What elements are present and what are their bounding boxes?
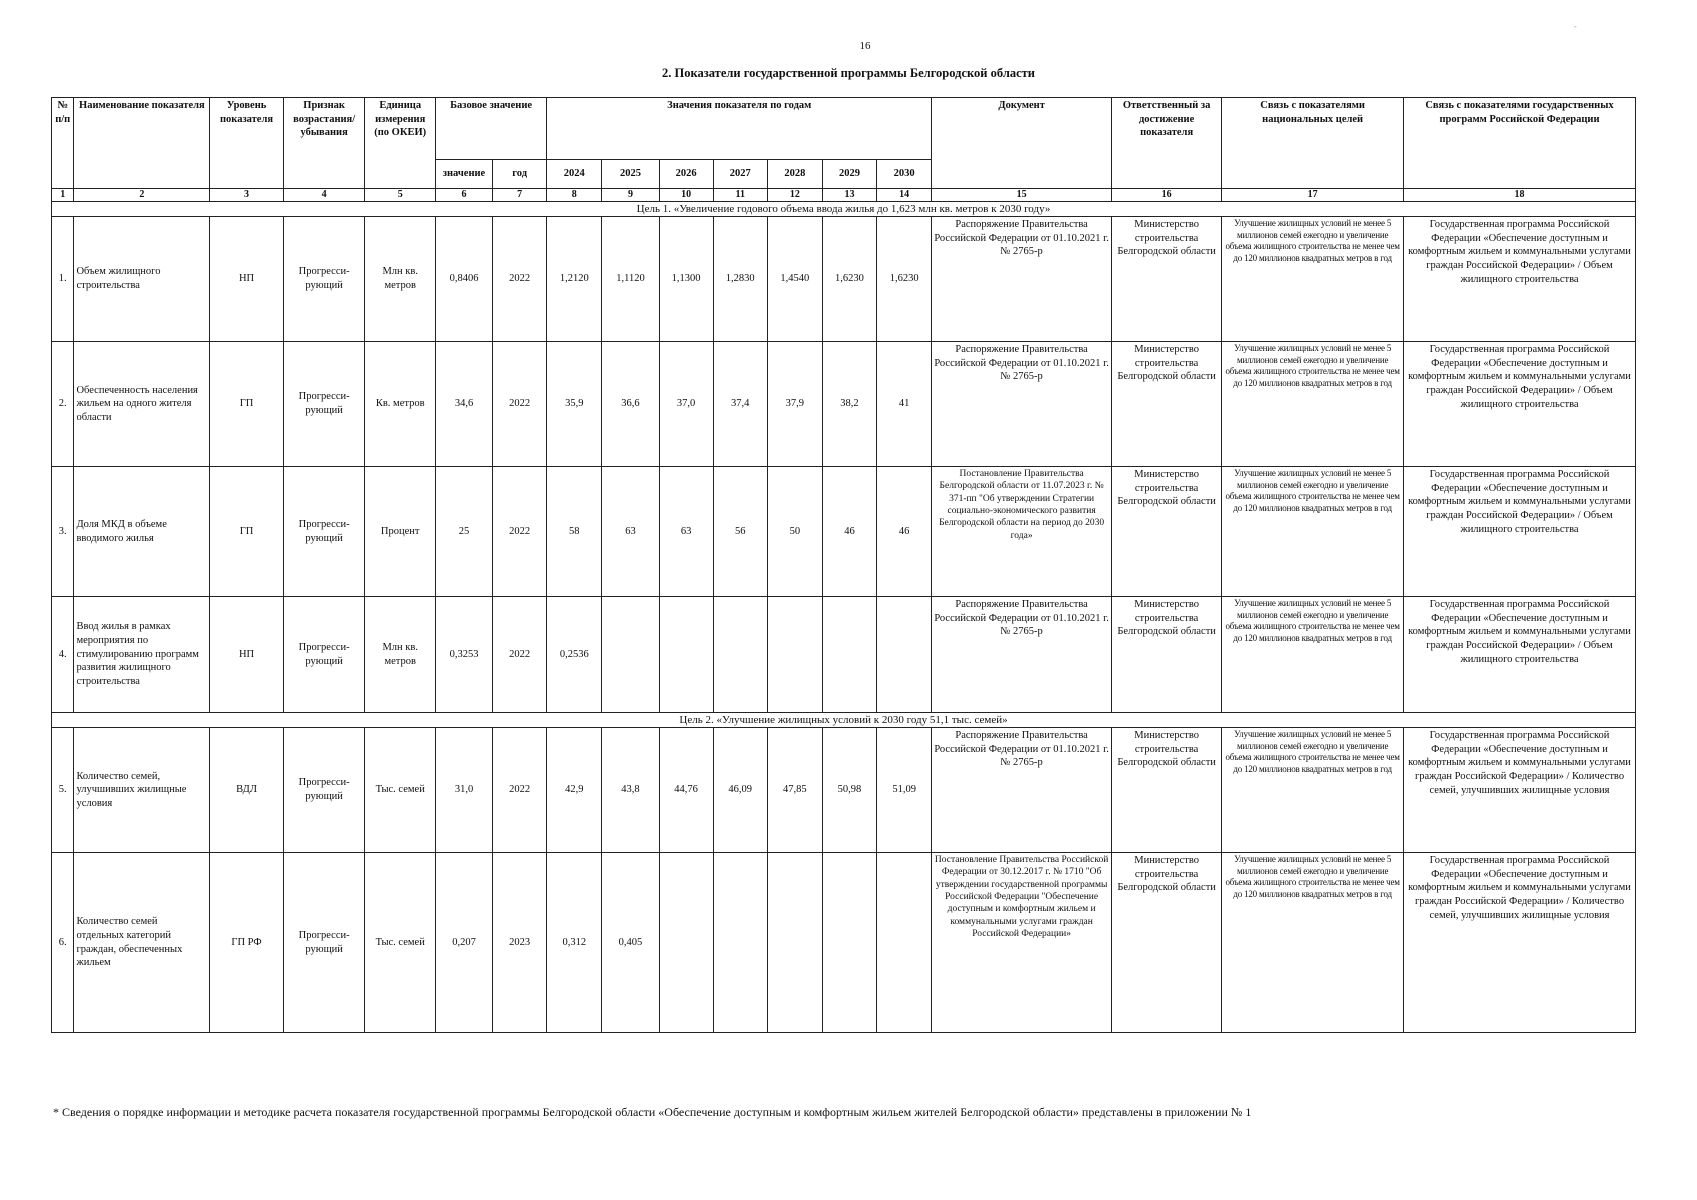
table-row xyxy=(52,467,1636,597)
year-value xyxy=(659,597,713,713)
row-num: 4. xyxy=(52,597,74,713)
national-goal-link: Улучшение жилищных условий не менее 5 миллионов семей ежегодно и увеличение объема жилищного строительства не менее чем до 120 миллионов квадратных метров в год xyxy=(1222,467,1404,597)
indicator-unit: Тыс. семей xyxy=(365,853,435,1033)
year-value xyxy=(822,853,876,1033)
base-value: 0,207 xyxy=(435,853,492,1033)
header-year: 2029 xyxy=(822,160,876,189)
table-row xyxy=(52,217,1636,342)
header-trend: Признак возрастания/ убывания xyxy=(283,98,365,189)
header-base-year: год xyxy=(493,160,547,189)
year-value: 56 xyxy=(713,467,767,597)
year-value: 41 xyxy=(877,342,932,467)
header-num: № п/п xyxy=(52,98,74,189)
indicator-name: Количество семей, улучшивших жилищные условия xyxy=(74,728,210,853)
indicator-name: Доля МКД в объеме вводимого жилья xyxy=(74,467,210,597)
year-value: 1,6230 xyxy=(877,217,932,342)
year-value: 38,2 xyxy=(822,342,876,467)
column-number: 10 xyxy=(659,189,713,202)
base-year: 2023 xyxy=(493,853,547,1033)
indicator-unit: Процент xyxy=(365,467,435,597)
column-number: 1 xyxy=(52,189,74,202)
row-num: 6. xyxy=(52,853,74,1033)
indicator-unit: Млн кв. метров xyxy=(365,217,435,342)
indicator-name: Количество семей отдельных категорий граждан, обеспеченных жильем xyxy=(74,853,210,1033)
year-value: 0,405 xyxy=(602,853,659,1033)
base-year: 2022 xyxy=(493,217,547,342)
federal-program-link: Государственная программа Российской Федерации «Обеспечение доступным и комфортным жильем и коммунальными услугами граждан Российской Федерации» / Количество семей, улучшивших жилищные условия xyxy=(1404,728,1636,853)
year-value xyxy=(713,853,767,1033)
header-year: 2028 xyxy=(767,160,822,189)
table-row xyxy=(52,728,1636,853)
indicator-name: Объем жилищного строительства xyxy=(74,217,210,342)
column-number: 11 xyxy=(713,189,767,202)
year-value xyxy=(602,597,659,713)
page-number: 16 xyxy=(859,40,871,52)
year-value: 63 xyxy=(659,467,713,597)
responsible: Министерство строительства Белгородской области xyxy=(1111,467,1221,597)
column-number: 9 xyxy=(602,189,659,202)
year-value: 35,9 xyxy=(547,342,602,467)
column-number: 5 xyxy=(365,189,435,202)
base-value: 31,0 xyxy=(435,728,492,853)
base-value: 25 xyxy=(435,467,492,597)
year-value: 0,2536 xyxy=(547,597,602,713)
indicator-level: ГП xyxy=(210,342,284,467)
column-number: 3 xyxy=(210,189,284,202)
header-national: Связь с показателями национальных целей xyxy=(1222,98,1404,189)
indicator-unit: Кв. метров xyxy=(365,342,435,467)
goal-title: Цель 2. «Улучшение жилищных условий к 2030 году 51,1 тыс. семей» xyxy=(52,713,1636,728)
column-number: 17 xyxy=(1222,189,1404,202)
base-value: 34,6 xyxy=(435,342,492,467)
indicator-trend: Прогресси-рующий xyxy=(283,853,365,1033)
header-federal: Связь с показателями государственных программ Российской Федерации xyxy=(1404,98,1636,189)
year-value: 0,312 xyxy=(547,853,602,1033)
federal-program-link: Государственная программа Российской Федерации «Обеспечение доступным и комфортным жильем и коммунальными услугами граждан Российской Федерации» / Количество семей, улучшивших жилищные условия xyxy=(1404,853,1636,1033)
year-value xyxy=(767,853,822,1033)
goal-title: Цель 1. «Увеличение годового объема ввода жилья до 1,623 млн кв. метров к 2030 году» xyxy=(52,202,1636,217)
indicator-level: ГП xyxy=(210,467,284,597)
national-goal-link: Улучшение жилищных условий не менее 5 миллионов семей ежегодно и увеличение объема жилищного строительства не менее чем до 120 миллионов квадратных метров в год xyxy=(1222,728,1404,853)
column-number: 6 xyxy=(435,189,492,202)
indicator-unit: Млн кв. метров xyxy=(365,597,435,713)
responsible: Министерство строительства Белгородской области xyxy=(1111,217,1221,342)
row-num: 2. xyxy=(52,342,74,467)
goal-row xyxy=(52,713,1636,728)
column-number: 16 xyxy=(1111,189,1221,202)
year-value xyxy=(713,597,767,713)
header-document: Документ xyxy=(932,98,1112,189)
column-number: 13 xyxy=(822,189,876,202)
year-value: 1,2830 xyxy=(713,217,767,342)
indicator-unit: Тыс. семей xyxy=(365,728,435,853)
header-base-value: значение xyxy=(435,160,492,189)
year-value: 1,1300 xyxy=(659,217,713,342)
base-year: 2022 xyxy=(493,597,547,713)
page-title: 2. Показатели государственной программы Белгородской области xyxy=(662,66,1035,80)
indicator-trend: Прогресси-рующий xyxy=(283,342,365,467)
table-row xyxy=(52,853,1636,1033)
base-year: 2022 xyxy=(493,467,547,597)
header-year: 2030 xyxy=(877,160,932,189)
responsible: Министерство строительства Белгородской области xyxy=(1111,728,1221,853)
year-value: 51,09 xyxy=(877,728,932,853)
column-numbers-row xyxy=(52,189,1636,202)
indicator-name: Ввод жилья в рамках мероприятия по стимулированию программ развития жилищного строительства xyxy=(74,597,210,713)
year-value: 46 xyxy=(822,467,876,597)
federal-program-link: Государственная программа Российской Федерации «Обеспечение доступным и комфортным жильем и коммунальными услугами граждан Российской Федерации» / Объем жилищного строительства xyxy=(1404,467,1636,597)
column-number: 7 xyxy=(493,189,547,202)
national-goal-link: Улучшение жилищных условий не менее 5 миллионов семей ежегодно и увеличение объема жилищного строительства не менее чем до 120 миллионов квадратных метров в год xyxy=(1222,342,1404,467)
column-number: 8 xyxy=(547,189,602,202)
base-value: 0,8406 xyxy=(435,217,492,342)
year-value: 44,76 xyxy=(659,728,713,853)
year-value: 63 xyxy=(602,467,659,597)
year-value: 37,9 xyxy=(767,342,822,467)
header-responsible: Ответственный за достижение показателя xyxy=(1111,98,1221,189)
base-value: 0,3253 xyxy=(435,597,492,713)
footnote: * Сведения о порядке информации и методике расчета показателя государственной программы Белгородской области «Обеспечение доступным и комфортным жильем жителей Белгородской области» представлены в приложении № 1 xyxy=(53,1105,1252,1119)
document: Постановление Правительства Белгородской области от 11.07.2023 г. № 371-пп "Об утверждении Стратегии социально-экономического развития Белгородской области на период до 2030 года» xyxy=(932,467,1112,597)
indicator-level: НП xyxy=(210,597,284,713)
corner-mark: - xyxy=(1574,22,1577,31)
indicator-level: ГП РФ xyxy=(210,853,284,1033)
indicator-name: Обеспеченность населения жильем на одного жителя области xyxy=(74,342,210,467)
federal-program-link: Государственная программа Российской Федерации «Обеспечение доступным и комфортным жильем и коммунальными услугами граждан Российской Федерации» / Объем жилищного строительства xyxy=(1404,342,1636,467)
document: Распоряжение Правительства Российской Федерации от 01.10.2021 г. № 2765-р xyxy=(932,597,1112,713)
responsible: Министерство строительства Белгородской области xyxy=(1111,342,1221,467)
year-value: 42,9 xyxy=(547,728,602,853)
year-value: 37,0 xyxy=(659,342,713,467)
header-level: Уровень показателя xyxy=(210,98,284,189)
responsible: Министерство строительства Белгородской области xyxy=(1111,597,1221,713)
header-year: 2026 xyxy=(659,160,713,189)
header-year: 2024 xyxy=(547,160,602,189)
year-value: 36,6 xyxy=(602,342,659,467)
year-value: 1,2120 xyxy=(547,217,602,342)
document: Распоряжение Правительства Российской Федерации от 01.10.2021 г. № 2765-р xyxy=(932,728,1112,853)
indicator-level: ВДЛ xyxy=(210,728,284,853)
year-value: 1,6230 xyxy=(822,217,876,342)
responsible: Министерство строительства Белгородской области xyxy=(1111,853,1221,1033)
year-value: 47,85 xyxy=(767,728,822,853)
year-value: 50,98 xyxy=(822,728,876,853)
federal-program-link: Государственная программа Российской Федерации «Обеспечение доступным и комфортным жильем и коммунальными услугами граждан Российской Федерации» / Объем жилищного строительства xyxy=(1404,217,1636,342)
row-num: 5. xyxy=(52,728,74,853)
goal-row xyxy=(52,202,1636,217)
year-value: 46 xyxy=(877,467,932,597)
year-value: 43,8 xyxy=(602,728,659,853)
year-value: 50 xyxy=(767,467,822,597)
federal-program-link: Государственная программа Российской Федерации «Обеспечение доступным и комфортным жильем и коммунальными услугами граждан Российской Федерации» / Объем жилищного строительства xyxy=(1404,597,1636,713)
column-number: 4 xyxy=(283,189,365,202)
indicator-trend: Прогресси-рующий xyxy=(283,217,365,342)
column-number: 14 xyxy=(877,189,932,202)
year-value: 37,4 xyxy=(713,342,767,467)
header-year: 2027 xyxy=(713,160,767,189)
column-number: 18 xyxy=(1404,189,1636,202)
year-value: 1,1120 xyxy=(602,217,659,342)
table-row xyxy=(52,342,1636,467)
year-value: 1,4540 xyxy=(767,217,822,342)
base-year: 2022 xyxy=(493,728,547,853)
document: Распоряжение Правительства Российской Федерации от 01.10.2021 г. № 2765-р xyxy=(932,217,1112,342)
year-value xyxy=(822,597,876,713)
national-goal-link: Улучшение жилищных условий не менее 5 миллионов семей ежегодно и увеличение объема жилищного строительства не менее чем до 120 миллионов квадратных метров в год xyxy=(1222,853,1404,1033)
column-number: 12 xyxy=(767,189,822,202)
document: Постановление Правительства Российской Федерации от 30.12.2017 г. № 1710 "Об утверждении государственной программы Российской Федерации "Обеспечение доступным и комфортным жильем и коммунальными услугами граждан Российской Федерации» xyxy=(932,853,1112,1033)
column-number: 15 xyxy=(932,189,1112,202)
year-value xyxy=(877,597,932,713)
row-num: 3. xyxy=(52,467,74,597)
header-name: Наименование показателя xyxy=(74,98,210,189)
year-value xyxy=(767,597,822,713)
indicator-level: НП xyxy=(210,217,284,342)
column-number: 2 xyxy=(74,189,210,202)
document: Распоряжение Правительства Российской Федерации от 01.10.2021 г. № 2765-р xyxy=(932,342,1112,467)
header-years-group: Значения показателя по годам xyxy=(547,98,932,160)
national-goal-link: Улучшение жилищных условий не менее 5 миллионов семей ежегодно и увеличение объема жилищного строительства не менее чем до 120 миллионов квадратных метров в год xyxy=(1222,217,1404,342)
year-value: 58 xyxy=(547,467,602,597)
header-base: Базовое значение xyxy=(435,98,546,160)
row-num: 1. xyxy=(52,217,74,342)
indicator-trend: Прогресси-рующий xyxy=(283,728,365,853)
table-row xyxy=(52,597,1636,713)
indicator-trend: Прогресси-рующий xyxy=(283,467,365,597)
year-value xyxy=(877,853,932,1033)
indicator-trend: Прогресси-рующий xyxy=(283,597,365,713)
year-value: 46,09 xyxy=(713,728,767,853)
indicators-table xyxy=(51,97,1636,1033)
year-value xyxy=(659,853,713,1033)
header-year: 2025 xyxy=(602,160,659,189)
national-goal-link: Улучшение жилищных условий не менее 5 миллионов семей ежегодно и увеличение объема жилищного строительства не менее чем до 120 миллионов квадратных метров в год xyxy=(1222,597,1404,713)
base-year: 2022 xyxy=(493,342,547,467)
header-unit: Единица измерения (по ОКЕИ) xyxy=(365,98,435,189)
